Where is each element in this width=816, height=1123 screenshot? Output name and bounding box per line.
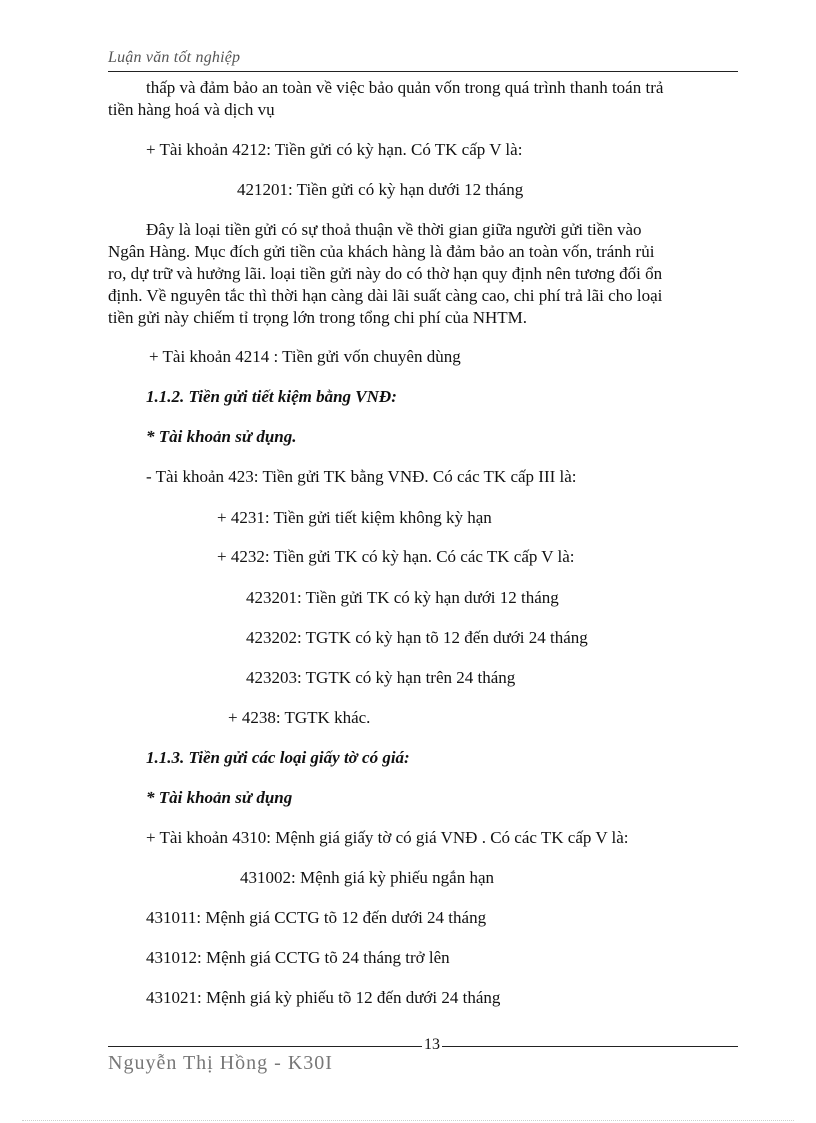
account-line: 423203: TGTK có kỳ hạn trên 24 tháng (246, 668, 516, 687)
running-header: Luận văn tốt nghiệp (108, 49, 241, 66)
account-line: 431012: Mệnh giá CCTG tõ 24 tháng trở lên (146, 948, 450, 967)
paragraph-line: thấp và đảm bảo an toàn về việc bảo quản vốn trong quá trình thanh toán trả (146, 78, 664, 97)
page-number: 13 (424, 1036, 440, 1053)
subsection-heading: * Tài khoản sử dụng (146, 788, 293, 807)
account-line: + 4232: Tiền gửi TK có kỳ hạn. Có các TK cấp V là: (217, 547, 575, 566)
paragraph-line: Đây là loại tiền gửi có sự thoả thuận về thời gian giữa người gửi tiền vào (146, 220, 642, 239)
paragraph-line: tiền hàng hoá và dịch vụ (108, 100, 275, 119)
account-line: + 4231: Tiền gửi tiết kiệm không kỳ hạn (217, 508, 492, 527)
section-heading: 1.1.3. Tiền gửi các loại giấy tờ có giá: (146, 748, 410, 767)
section-heading: 1.1.2. Tiền gửi tiết kiệm bằng VNĐ: (146, 387, 397, 406)
account-line: + Tài khoản 4212: Tiền gửi có kỳ hạn. Có TK cấp V là: (146, 140, 523, 159)
account-line: 423202: TGTK có kỳ hạn tõ 12 đến dưới 24 tháng (246, 628, 588, 647)
paragraph-line: định. Về nguyên tắc thì thời hạn càng dài lãi suất càng cao, chi phí trả lãi cho loại (108, 286, 663, 305)
account-line: + Tài khoản 4310: Mệnh giá giấy tờ có giá VNĐ . Có các TK cấp V là: (146, 828, 629, 847)
account-line: 431021: Mệnh giá kỳ phiếu tõ 12 đến dưới 24 tháng (146, 988, 501, 1007)
account-line: - Tài khoản 423: Tiền gửi TK bằng VNĐ. Có các TK cấp III là: (146, 467, 577, 486)
header-rule (108, 71, 738, 72)
account-line: 431011: Mệnh giá CCTG tõ 12 đến dưới 24 tháng (146, 908, 487, 927)
page-bottom-border (22, 1120, 794, 1121)
paragraph-line: ro, dự trữ và hưởng lãi. loại tiền gửi này do có thờ hạn quy định nên tương đối ổn (108, 264, 663, 283)
account-line: + 4238: TGTK khác. (228, 708, 371, 727)
account-line: 421201: Tiền gửi có kỳ hạn dưới 12 tháng (237, 180, 524, 199)
footer-author: Nguyễn Thị Hồng - K30I (108, 1052, 333, 1074)
account-line: 423201: Tiền gửi TK có kỳ hạn dưới 12 tháng (246, 588, 559, 607)
account-line: 431002: Mệnh giá kỳ phiếu ngắn hạn (240, 868, 495, 887)
subsection-heading: * Tài khoản sử dụng. (146, 427, 297, 446)
paragraph-line: Ngân Hàng. Mục đích gửi tiền của khách hàng là đảm bảo an toàn vốn, tránh rủi (108, 242, 655, 261)
account-line: + Tài khoản 4214 : Tiền gửi vốn chuyên dùng (149, 347, 461, 366)
paragraph-line: tiền gửi này chiếm tỉ trọng lớn trong tổng chi phí của NHTM. (108, 308, 528, 327)
